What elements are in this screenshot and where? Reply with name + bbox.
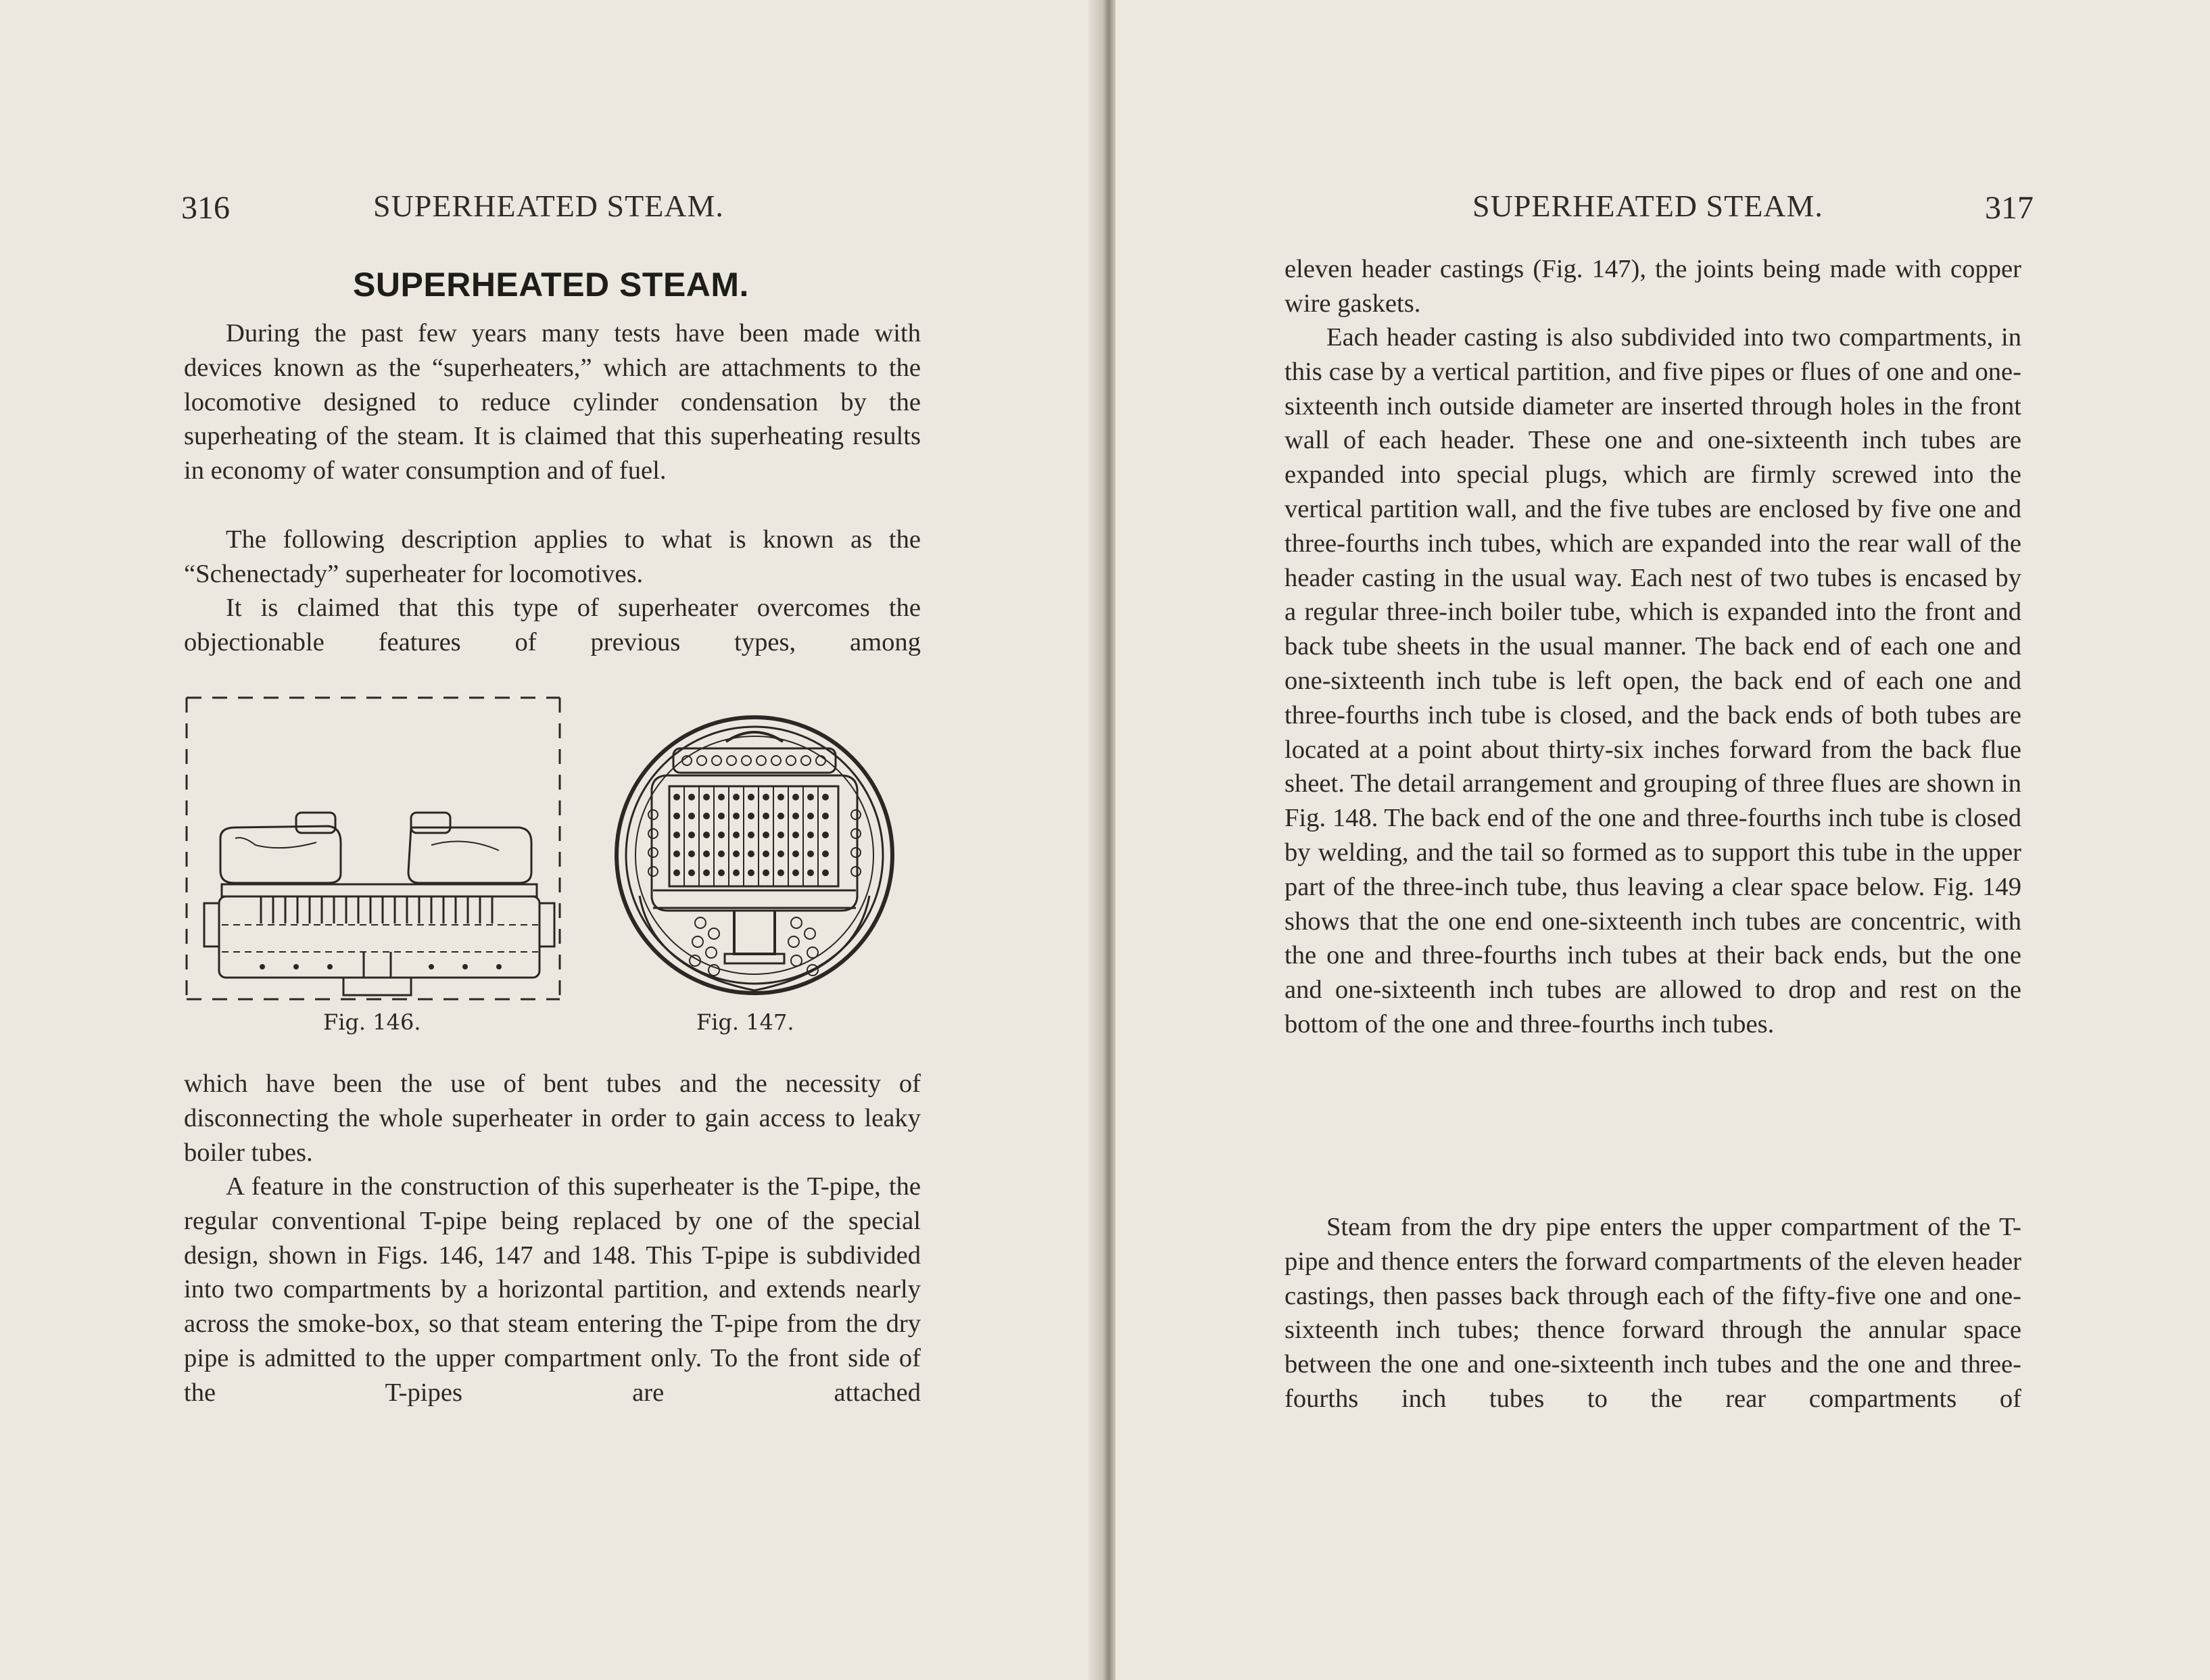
figure-146-illustration <box>181 683 567 1007</box>
paragraph: The following description applies to what is known as the “Schenectady” superheater for locomotives. <box>184 525 921 588</box>
page-number: 316 <box>181 190 230 226</box>
figure-147-illustration <box>612 713 896 997</box>
figure-147-caption: Fig. 147. <box>696 1009 794 1035</box>
left-page <box>0 0 1102 1680</box>
running-head: SUPERHEATED STEAM. <box>373 189 724 223</box>
section-heading: SUPERHEATED STEAM. <box>353 266 749 304</box>
paragraph: which have been the use of bent tubes and the necessity of disconnecting the whole superheater in order to gain access to leaky boiler tubes. <box>184 1070 921 1167</box>
figure-146-caption: Fig. 146. <box>323 1009 421 1035</box>
page-number: 317 <box>1985 190 2034 226</box>
paragraph: Steam from the dry pipe enters the upper compartment of the T-pipe and thence enters the forward compartments of the eleven header castings, then passes back through each of the fifty-five one and one-sixteenth inch tubes; thence forward through the annular space between the one and one-sixteenth inch tubes and the one and three-fourths inch tubes to the rear compartments of <box>1284 1213 2021 1413</box>
paragraph: eleven header castings (Fig. 147), the joints being made with copper wire gaskets. <box>1284 255 2021 318</box>
paragraph: During the past few years many tests have been made with devices known as the “superheaters,” which are attachments to the locomotive designed to reduce cylinder condensation by the superheating of the steam. It is claimed that this superheating results in economy of water consumption and of fuel. <box>184 319 921 485</box>
paragraph: A feature in the construction of this superheater is the T-pipe, the regular conventional T-pipe being replaced by one of the special design, shown in Figs. 146, 147 and 148. This T-pipe is subdivided into two compartments by a horizontal partition, and extends nearly across the smoke-box, so that steam entering the T-pipe from the dry pipe is admitted to the upper compartment only. To the front side of the T-pipes are attached <box>184 1172 921 1407</box>
paragraph: Each header casting is also subdivided into two compartments, in this case by a vertical partition, and five pipes or flues of one and one-sixteenth inch outside diameter are inserted through holes in the front wall of each header. These one and one-sixteenth inch tubes are expanded into special plugs, which are firmly screwed into the vertical partition wall, and the five tubes are enclosed by five one and three-fourths inch tubes, which are expanded into the rear wall of the header casting in the usual way. Each nest of two tubes is encased by a regular three-inch boiler tube, which is expanded into the front and back tube sheets in the usual manner. The back end of each one and one-sixteenth inch tube is left open, the back end of each one and three-fourths inch tube is closed, and the back ends of both tubes are located at a point about thirty-six inches forward from the back flue sheet. The detail arrangement and grouping of three flues are shown in Fig. 148. The back end of the one and three-fourths inch tube is closed by welding, and the tail so formed as to support this tube in the upper part of the three-inch tube, thus leaving a clear space below. Fig. 149 shows that the one end one-sixteenth inch tubes are concentric, with the one and three-fourths inch tubes at their back ends, but the one and one-sixteenth inch tubes are allowed to drop and rest on the bottom of the one and three-fourths inch tubes. <box>1284 323 2021 1038</box>
paragraph: It is claimed that this type of superheater overcomes the objectionable features of previous types, among <box>184 594 921 656</box>
right-page <box>1115 0 2210 1680</box>
running-head: SUPERHEATED STEAM. <box>1472 189 1823 223</box>
